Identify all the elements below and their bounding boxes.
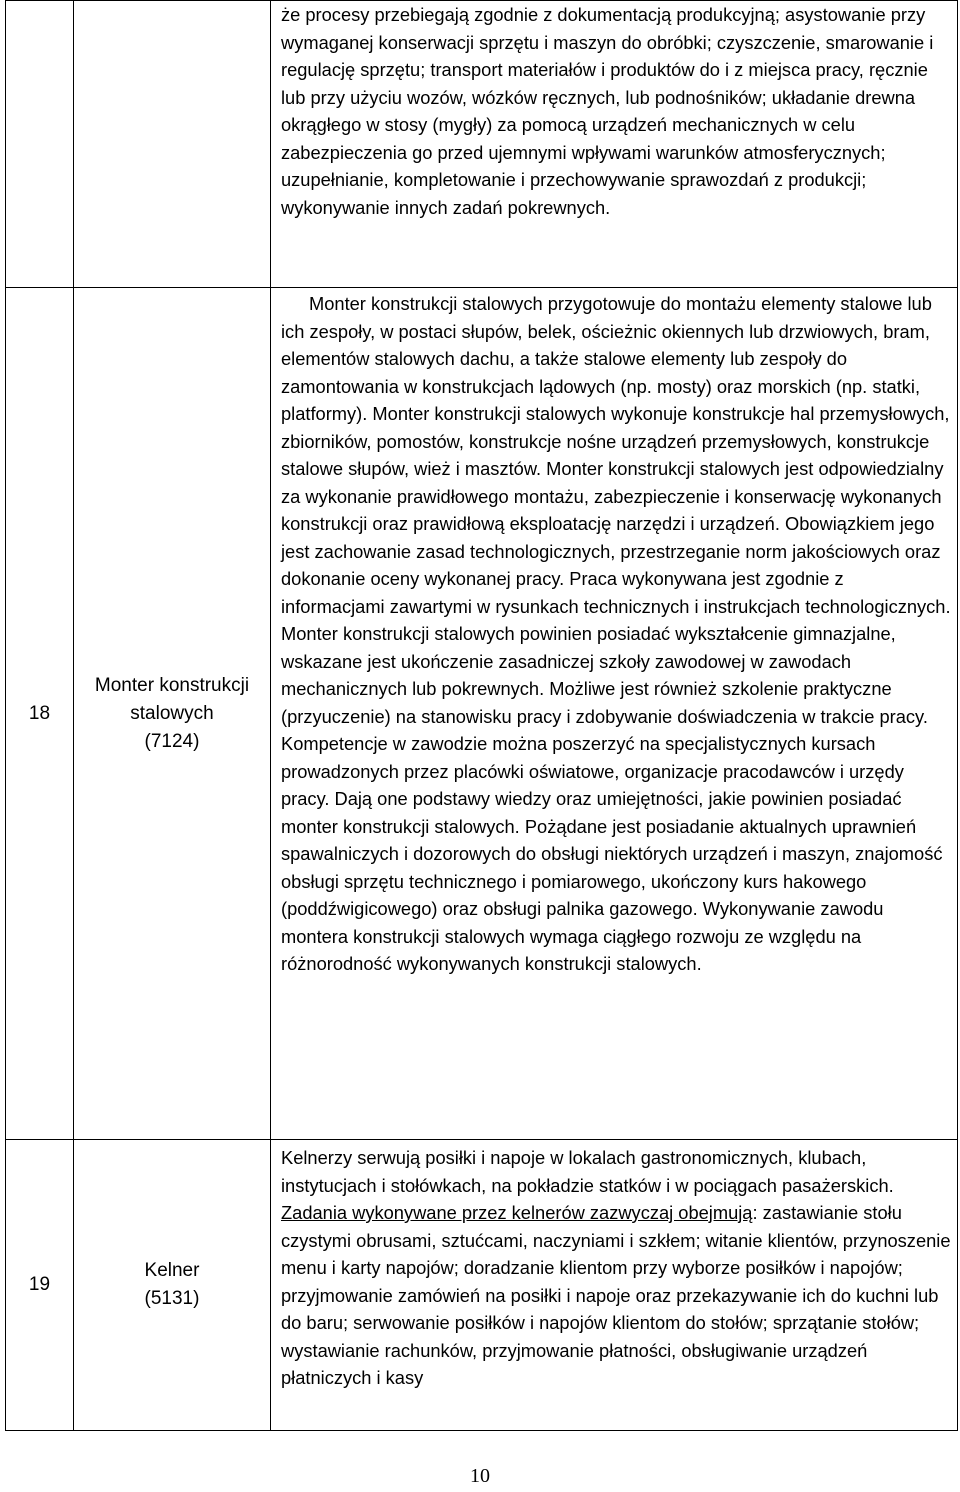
description-paragraph: Monter konstrukcji stalowych przygotowuje do montażu elementy stalowe lub ich zespoły, w postaci słupów, belek, ościeżnic okiennych lub drzwiowych, bram, elementów stalowych dachu, a także stalowe elementy lub zespoły do zamontowania w konstrukcjach lądowych (np. mosty) oraz morskich (np. statki, platformy). Monter konstrukcji stalowych wykonuje konstrukcje hal przemysłowych, zbiorników, pomostów, konstrukcje nośne urządzeń przemysłowych, konstrukcje stalowe słupów, wież i masztów. Monter konstrukcji stalowych jest odpowiedzialny za wykonanie prawidłowego montażu, zabezpieczenie i konserwację wykonanych konstrukcji oraz prawidłową eksploatację narzędzi i urządzeń. Obowiązkiem jego jest zachowanie zasad technologicznych, przestrzeganie norm jakościowych oraz dokonanie oceny wykonanej pracy. Praca wykonywana jest zgodnie z informacjami zawartymi w rysunkach technicznych i instrukcjach technologicznych. Monter konstrukcji stalowych powinien posiadać wykształcenie gimnazjalne, wskazane jest ukończenie zasadniczej szkoły zawodowej w zawodach mechanicznych lub pokrewnych. Możliwe jest również szkolenie praktyczne (przyuczenie) na stanowisku pracy i zdobywanie doświadczenia w trakcie pracy. Kompetencje w zawodzie można poszerzyć na specjalistycznych kursach prowadzonych przez placówki oświatowe, organizacje pracodawców i urzędy pracy. Dają one podstawy wiedzy oraz umiejętności, jakie powinien posiadać monter konstrukcji stalowych. Pożądane jest posiadanie aktualnych uprawnień spawalniczych i dozorowych do obsługi niektórych urządzeń i maszyn, znajomość obsługi sprzętu technicznego i pomiarowego, ukończony kurs hakowego (poddźwigicowego) oraz obsługi palnika gazowego. Wykonywanie zawodu montera konstrukcji stalowych wymaga ciągłego rozwoju ze względu na różnorodność wykonywanych konstrukcji stalowych.: [281, 293, 951, 974]
description-intro: Kelnerzy serwują posiłki i napoje w lokalach gastronomicznych, klubach, instytucjach i stołówkach, na pokładzie statków i w pociągach pasażerskich.: [281, 1147, 894, 1196]
table-row: [6, 1, 958, 288]
row-number: 18: [6, 288, 74, 1140]
table-row: [6, 288, 958, 1140]
table-row: [6, 1140, 958, 1431]
occupation-cell: [74, 288, 271, 1140]
occupation-cell: [74, 1, 271, 288]
occupation-code: (7124): [144, 730, 200, 752]
description-paragraph: że procesy przebiegają zgodnie z dokumentacją produkcyjną; asystowanie przy wymaganej konserwacji sprzętu i maszyn do obróbki; czyszczenie, smarowanie i regulację sprzętu; transport materiałów i produktów do i z miejsca pracy, ręcznie lub przy użyciu wozów, wózków ręcznych, lub podnośników; układanie drewna okrągłego w stosy (mygły) za pomocą urządzeń mechanicznych w celu zabezpieczenia go przed ujemnymi wpływami warunków atmosferycznych; uzupełnianie, kompletowanie i przechowywanie sprawozdań z produkcji; wykonywanie innych zadań pokrewnych.: [281, 4, 934, 218]
description-tasks: [281, 1199, 951, 1392]
page-number: 10: [470, 1465, 490, 1487]
description-cell: [271, 1140, 958, 1431]
occupation-cell: [74, 1140, 271, 1431]
description-cell: [271, 288, 958, 1140]
tasks-label: Zadania wykonywane przez kelnerów zazwyczaj obejmują: [281, 1202, 753, 1223]
row-number: [6, 1, 74, 288]
occupation-name-line: stalowych: [130, 702, 214, 724]
occupations-table: [5, 0, 958, 1431]
tasks-text: : zastawianie stołu czystymi obrusami, sztućcami, naczyniami i szkłem; witanie klientów, przynoszenie menu i karty napojów; doradzanie klientom przy wyborze posiłków i napojów; przyjmowanie zamówień na posiłki i napoje oraz przekazywanie ich do kuchni lub do baru; serwowanie posiłków i napojów klientom do stołów; sprzątanie stołów; wystawianie rachunków, przyjmowanie płatności, obsługiwanie urządzeń płatniczych i kasy: [281, 1202, 951, 1388]
occupation-name-line: Monter konstrukcji: [94, 674, 250, 696]
occupation-code: (5131): [144, 1288, 200, 1309]
description-cell: [271, 1, 958, 288]
occupation-name-line: Kelner: [144, 1260, 200, 1281]
row-number: 19: [6, 1140, 74, 1431]
